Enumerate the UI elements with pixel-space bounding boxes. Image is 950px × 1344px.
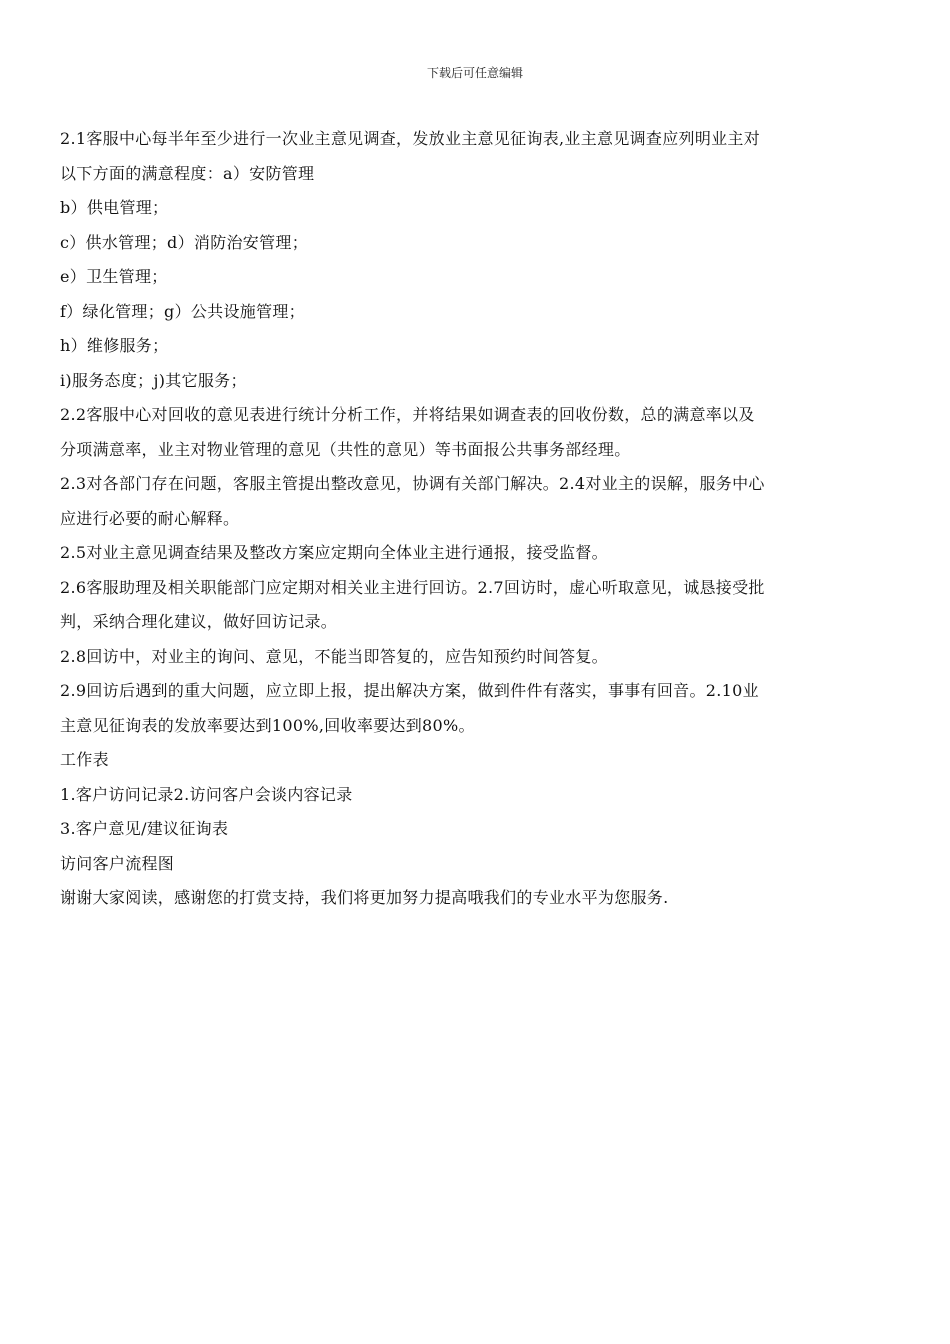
body-line: 2.3对各部门存在问题，客服主管提出整改意见，协调有关部门解决。2.4对业主的误解，服务中心 bbox=[60, 474, 765, 493]
body-line: b）供电管理； bbox=[60, 198, 169, 217]
body-line: i)服务态度；j)其它服务； bbox=[60, 370, 247, 390]
worksheet-list-item: 1.客户访问记录2.访问客户会谈内容记录 bbox=[60, 784, 353, 804]
document-body bbox=[60, 122, 894, 916]
flowchart-title: 访问客户流程图 bbox=[60, 853, 175, 873]
body-line: 以下方面的满意程度：a）安防管理 bbox=[60, 163, 315, 183]
body-line: 应进行必要的耐心解释。 bbox=[60, 508, 240, 528]
body-line: 2.5对业主意见调查结果及整改方案应定期向全体业主进行通报，接受监督。 bbox=[60, 543, 608, 562]
body-line: f）绿化管理；g）公共设施管理； bbox=[60, 301, 305, 321]
body-line: 分项满意率，业主对物业管理的意见（共性的意见）等书面报公共事务部经理。 bbox=[60, 439, 631, 459]
worksheet-list-item: 3.客户意见/建议征询表 bbox=[60, 819, 229, 838]
body-line: c）供水管理；d）消防治安管理； bbox=[60, 232, 309, 252]
body-line: h）维修服务； bbox=[60, 336, 169, 355]
body-line: 2.6客服助理及相关职能部门应定期对相关业主进行回访。2.7回访时，虚心听取意见，诚恳接受批 bbox=[60, 577, 765, 597]
body-line: 2.8回访中，对业主的询问、意见，不能当即答复的，应告知预约时间答复。 bbox=[60, 646, 608, 666]
page-header-note: 下载后可任意编辑 bbox=[426, 66, 523, 80]
body-line: 2.9回访后遇到的重大问题，应立即上报，提出解决方案，做到件件有落实，事事有回音。2.10业 bbox=[60, 681, 759, 700]
body-line: e）卫生管理； bbox=[60, 267, 168, 286]
body-line: 2.1客服中心每半年至少进行一次业主意见调查，发放业主意见征询表,业主意见调查应列明业主对 bbox=[60, 129, 761, 148]
closing-message: 谢谢大家阅读，感谢您的打赏支持，我们将更加努力提高哦我们的专业水平为您服务. bbox=[60, 888, 669, 907]
section-heading-worksheets: 工作表 bbox=[60, 750, 109, 769]
body-line: 主意见征询表的发放率要达到100%,回收率要达到80%。 bbox=[60, 715, 475, 735]
body-line: 2.2客服中心对回收的意见表进行统计分析工作，并将结果如调查表的回收份数，总的满意率以及 bbox=[60, 405, 755, 424]
body-line: 判，采纳合理化建议，做好回访记录。 bbox=[60, 612, 338, 631]
